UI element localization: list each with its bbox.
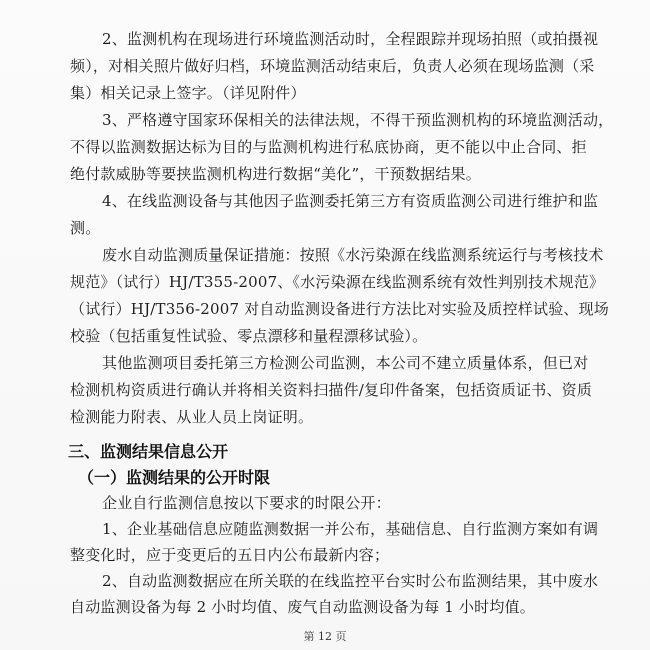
p4-line-2: 规范》（试行）HJ/T355-2007、《水污染源在线监测系统有效性判别技术规范》 [70, 273, 605, 291]
p1-line-2: 频），对相关照片做好归档，环境监测活动结束后，负责人必须在现场监测（采 [70, 57, 595, 75]
p2-line-3: 绝付款威胁等要挟监测机构进行数据“美化”，干预数据结果。 [70, 165, 481, 183]
p2-line-1: 3、严格遵守国家环保相关的法律法规，不得干预监测机构的环境监测活动， [102, 111, 614, 129]
p1-line-1: 2、监测机构在现场进行环境监测活动时，全程跟踪并现场拍照（或拍摄视 [102, 30, 599, 48]
p8-line-2: 自动监测设备为每 2 小时均值、废气自动监测设备为每 1 小时均值。 [70, 598, 535, 616]
p5-line-2: 检测机构资质进行确认并将相关资料扫描件/复印件备案，包括资质证书、资质 [70, 381, 593, 399]
page-number: 第 12 页 [303, 630, 347, 643]
p3-line-1: 4、在线监测设备与其他因子监测委托第三方有资质监测公司进行维护和监 [102, 192, 599, 210]
subsection-1-heading: （一）监测结果的公开时限 [78, 468, 271, 487]
p5-line-1: 其他监测项目委托第三方检测公司监测，本公司不建立质量体系，但已对 [102, 354, 589, 372]
p7-line-2: 整变化时，应于变更后的五日内公布最新内容； [70, 546, 390, 564]
p7-line-1: 1、企业基础信息应随监测数据一并公布，基础信息、自行监测方案如有调 [102, 520, 599, 538]
p4-line-3: （试行）HJ/T356-2007 对自动监测设备进行方法比对实验及质控样试验、现场 [70, 300, 609, 318]
p4-line-1: 废水自动监测质量保证措施：按照《水污染源在线监测系统运行与考核技术 [102, 246, 604, 264]
p4-line-4: 校验（包括重复性试验、零点漂移和量程漂移试验）。 [70, 327, 428, 345]
p8-line-1: 2、自动监测数据应在所关联的在线监控平台实时公布监测结果，其中废水 [102, 572, 599, 590]
section-3-heading: 三、监测结果信息公开 [68, 442, 229, 461]
p2-line-2: 不得以监测数据达标为目的与监测机构进行私底协商，更不能以中止合同、拒 [70, 138, 587, 156]
p5-line-3: 检测能力附表、从业人员上岗证明。 [70, 408, 314, 426]
p3-line-2: 测。 [70, 219, 101, 237]
p6-line-1: 企业自行监测信息按以下要求的时限公开： [102, 494, 391, 512]
p1-line-3: 集）相关记录上签字。（详见附件） [70, 84, 306, 102]
